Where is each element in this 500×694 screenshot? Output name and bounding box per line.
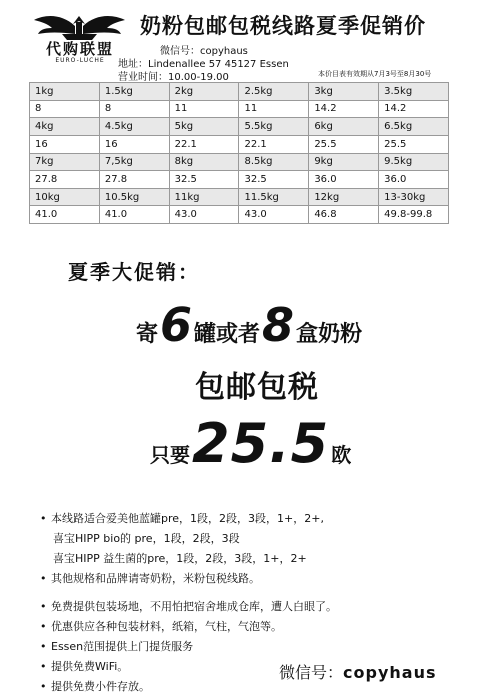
weight-cell: 3kg bbox=[309, 83, 379, 101]
bullet-icon: • bbox=[40, 660, 47, 673]
price-cell: 25.5 bbox=[309, 135, 379, 153]
service-note-text: 喜宝HIPP bio的 pre，1段，2段，3段 bbox=[53, 532, 240, 545]
price-cell: 27.8 bbox=[30, 171, 100, 189]
service-note bbox=[40, 570, 260, 586]
service-note-text: 喜宝HIPP 益生菌的pre，1段，2段，3段，1+，2+ bbox=[53, 552, 307, 565]
weight-cell: 12kg bbox=[309, 188, 379, 206]
price-cell: 27.8 bbox=[99, 171, 169, 189]
price-cell: 49.8-99.8 bbox=[379, 206, 449, 224]
price-cell: 36.0 bbox=[379, 171, 449, 189]
promo-offer-number-1: 6 bbox=[160, 298, 193, 352]
weight-cell: 6kg bbox=[309, 118, 379, 136]
service-note-text: 提供免费WiFi。 bbox=[51, 660, 129, 673]
promo-offer-b: 罐或者 bbox=[194, 322, 261, 347]
bullet-icon: • bbox=[40, 640, 47, 653]
service-note-text: 免费提供包装场地，不用怕把宿舍堆成仓库，遭人白眼了。 bbox=[51, 600, 337, 613]
wechat-id: 微信号：copyhaus bbox=[160, 46, 248, 57]
service-note bbox=[40, 678, 150, 694]
weight-cell: 9kg bbox=[309, 153, 379, 171]
promo-offer-number-2: 8 bbox=[262, 298, 295, 352]
weight-cell: 2.5kg bbox=[239, 83, 309, 101]
bullet-icon: • bbox=[40, 600, 47, 613]
service-note bbox=[40, 618, 282, 634]
weight-cell: 11.5kg bbox=[239, 188, 309, 206]
weight-row bbox=[30, 83, 449, 101]
weight-row bbox=[30, 118, 449, 136]
price-row bbox=[30, 135, 449, 153]
weight-cell: 7,5kg bbox=[99, 153, 169, 171]
weight-cell: 5kg bbox=[169, 118, 239, 136]
price-cell: 16 bbox=[30, 135, 100, 153]
logo-name: 代购联盟 bbox=[45, 40, 114, 58]
address: 地址：Lindenallee 57 45127 Essen bbox=[118, 59, 289, 70]
weight-cell: 13-30kg bbox=[379, 188, 449, 206]
price-cell: 41.0 bbox=[99, 206, 169, 224]
weight-cell: 1.5kg bbox=[99, 83, 169, 101]
promo-price: 25.5 bbox=[192, 412, 330, 475]
bullet-icon: • bbox=[40, 620, 47, 633]
footer-wechat-label: 微信号： bbox=[279, 663, 344, 682]
weight-cell: 8.5kg bbox=[239, 153, 309, 171]
service-note bbox=[40, 598, 337, 614]
page-title: 奶粉包邮包税线路夏季促销价 bbox=[140, 14, 426, 38]
price-cell: 16 bbox=[99, 135, 169, 153]
price-cell: 46.8 bbox=[309, 206, 379, 224]
price-cell: 43.0 bbox=[169, 206, 239, 224]
service-note-text: 其他规格和品牌请寄奶粉，米粉包税线路。 bbox=[51, 572, 260, 585]
price-cell: 43.0 bbox=[239, 206, 309, 224]
service-note-text: Essen范围提供上门提货服务 bbox=[51, 640, 194, 653]
bullet-icon: • bbox=[40, 680, 47, 693]
price-cell: 14.2 bbox=[379, 100, 449, 118]
service-note bbox=[53, 530, 240, 546]
price-cell: 8 bbox=[30, 100, 100, 118]
promo-price-currency: 欧 bbox=[331, 443, 352, 467]
logo-subtitle: EURO-LUCHE bbox=[55, 57, 105, 64]
weight-cell: 10kg bbox=[30, 188, 100, 206]
price-cell: 11 bbox=[169, 100, 239, 118]
promo-title: 夏季大促销： bbox=[68, 260, 200, 284]
weight-cell: 8kg bbox=[169, 153, 239, 171]
weight-row bbox=[30, 153, 449, 171]
service-note bbox=[53, 550, 307, 566]
validity-note: 本价目表有效期从7月3号至8月30号 bbox=[318, 70, 432, 78]
price-cell: 41.0 bbox=[30, 206, 100, 224]
price-cell: 22.1 bbox=[169, 135, 239, 153]
weight-cell: 11kg bbox=[169, 188, 239, 206]
price-cell: 32.5 bbox=[169, 171, 239, 189]
price-cell: 11 bbox=[239, 100, 309, 118]
opening-hours: 营业时间：10.00-19.00 bbox=[118, 72, 229, 83]
weight-cell: 9.5kg bbox=[379, 153, 449, 171]
price-cell: 22.1 bbox=[239, 135, 309, 153]
weight-cell: 6.5kg bbox=[379, 118, 449, 136]
service-note-text: 本线路适合爱美他蓝罐pre，1段，2段，3段，1+，2+, bbox=[51, 512, 324, 525]
weight-cell: 3.5kg bbox=[379, 83, 449, 101]
promo-offer-c: 盒奶粉 bbox=[296, 322, 363, 347]
footer-wechat-id: copyhaus bbox=[343, 663, 437, 682]
price-cell: 25.5 bbox=[379, 135, 449, 153]
weight-cell: 4kg bbox=[30, 118, 100, 136]
service-note-text: 优惠供应各种包装材料，纸箱，气柱，气泡等。 bbox=[51, 620, 282, 633]
service-note-text: 提供免费小件存放。 bbox=[51, 680, 150, 693]
promo-offer-line bbox=[136, 298, 362, 352]
price-row bbox=[30, 206, 449, 224]
promo-price-line bbox=[150, 412, 352, 475]
price-cell: 32.5 bbox=[239, 171, 309, 189]
price-table bbox=[29, 82, 449, 224]
weight-cell: 7kg bbox=[30, 153, 100, 171]
service-note bbox=[40, 638, 193, 654]
weight-cell: 4.5kg bbox=[99, 118, 169, 136]
bullet-icon: • bbox=[40, 512, 47, 525]
weight-cell: 1kg bbox=[30, 83, 100, 101]
footer-wechat bbox=[279, 660, 436, 683]
weight-row bbox=[30, 188, 449, 206]
service-note bbox=[40, 658, 128, 674]
service-note bbox=[40, 510, 324, 526]
price-row bbox=[30, 171, 449, 189]
weight-cell: 2kg bbox=[169, 83, 239, 101]
promo-offer-a: 寄 bbox=[136, 322, 159, 347]
promo-shipping-line: 包邮包税 bbox=[195, 370, 319, 405]
price-cell: 14.2 bbox=[309, 100, 379, 118]
logo bbox=[32, 12, 127, 64]
weight-cell: 10.5kg bbox=[99, 188, 169, 206]
promo-price-prefix: 只要 bbox=[150, 443, 190, 467]
price-row bbox=[30, 100, 449, 118]
price-cell: 36.0 bbox=[309, 171, 379, 189]
weight-cell: 5.5kg bbox=[239, 118, 309, 136]
price-cell: 8 bbox=[99, 100, 169, 118]
bullet-icon: • bbox=[40, 572, 47, 585]
